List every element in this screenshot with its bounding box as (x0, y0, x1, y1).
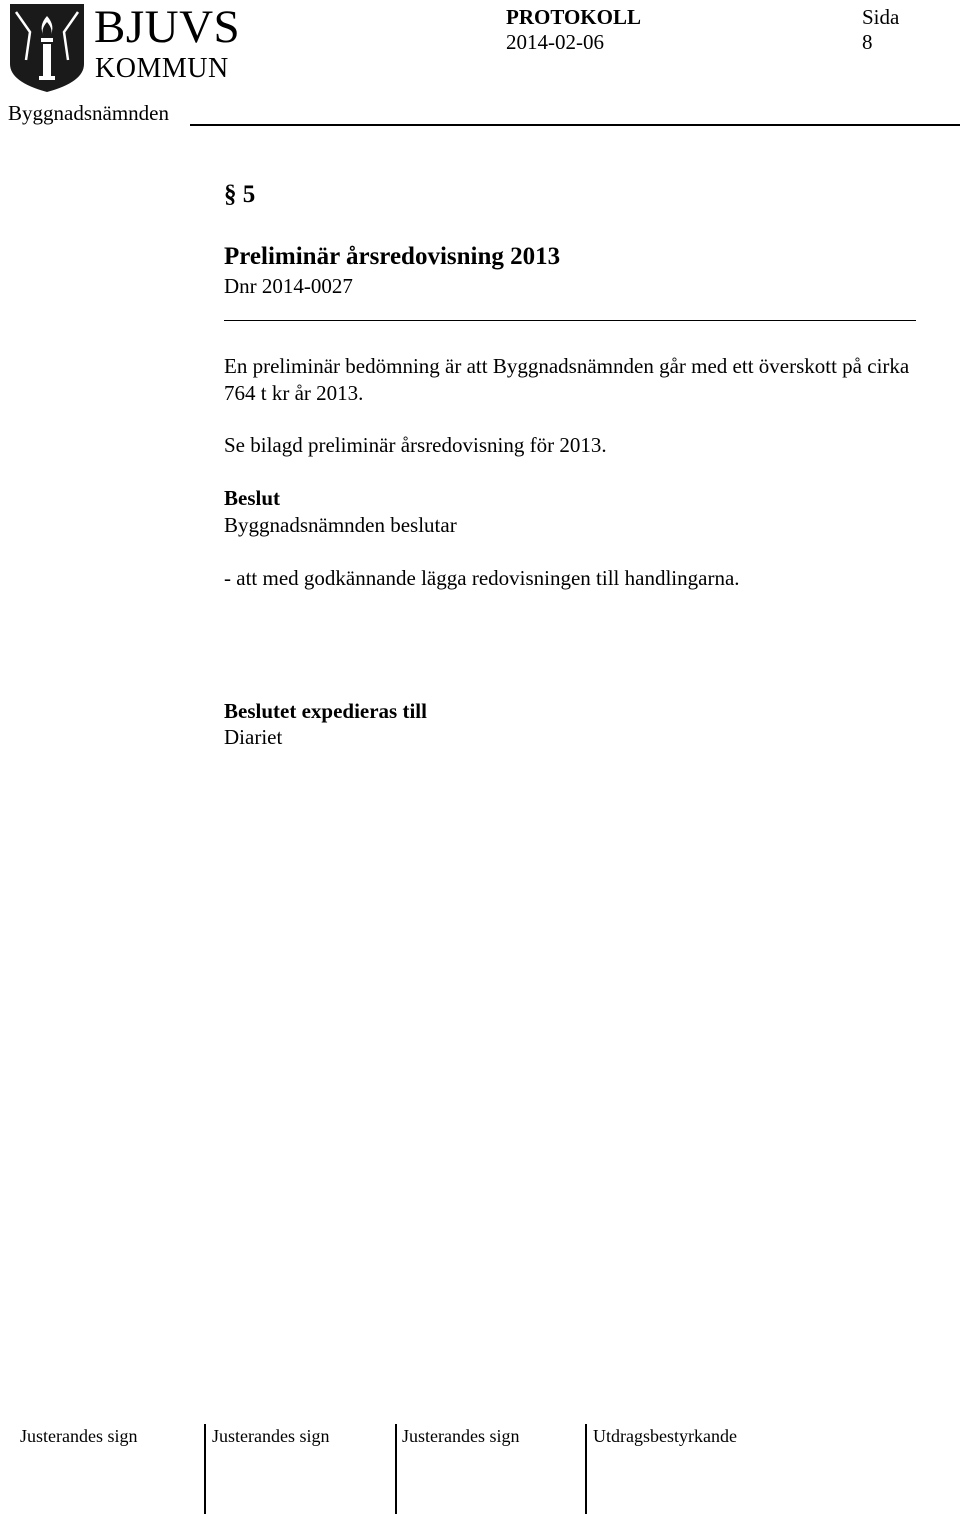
decision-heading: Beslut (224, 486, 281, 510)
paragraph-number: 5 (242, 181, 256, 208)
document-date: 2014-02-06 (506, 30, 604, 54)
section-number (224, 181, 255, 209)
decision-item: - att med godkännande lägga redovisningen till handlingarna. (224, 566, 740, 590)
organization-name: Byggnadsnämnden (8, 101, 169, 125)
assessment-paragraph: En preliminär bedömning är att Byggnadsnämnden går med ett överskott på cirka 764 t kr år 2013. (224, 354, 910, 405)
attachment-paragraph: Se bilagd preliminär årsredovisning för 2013. (224, 433, 607, 457)
logo-wordmark-bjuvs: BJUVS (94, 1, 241, 53)
signature-field-label: Justerandes sign (20, 1426, 138, 1446)
signature-divider (585, 1424, 587, 1514)
page-label: Sida (862, 5, 900, 29)
certification-field-label: Utdragsbestyrkande (593, 1426, 737, 1446)
signature-field-label: Justerandes sign (402, 1426, 520, 1446)
logo-wordmark-kommun: KOMMUN (95, 53, 229, 84)
signature-field-label: Justerandes sign (212, 1426, 330, 1446)
title-separator (224, 320, 916, 321)
decision-text: Byggnadsnämnden beslutar (224, 513, 457, 537)
dispatch-recipient: Diariet (224, 725, 283, 749)
section-title: Preliminär årsredovisning 2013 (224, 243, 561, 270)
signature-divider (204, 1424, 206, 1514)
page-number: 8 (862, 30, 873, 54)
municipality-shield-icon (8, 2, 86, 94)
signature-divider (395, 1424, 397, 1514)
case-number: Dnr 2014-0027 (224, 274, 353, 298)
dispatch-heading: Beslutet expedieras till (224, 699, 427, 723)
document-type: PROTOKOLL (506, 5, 641, 29)
header-divider (190, 124, 960, 126)
paragraph-symbol: § (224, 181, 237, 208)
